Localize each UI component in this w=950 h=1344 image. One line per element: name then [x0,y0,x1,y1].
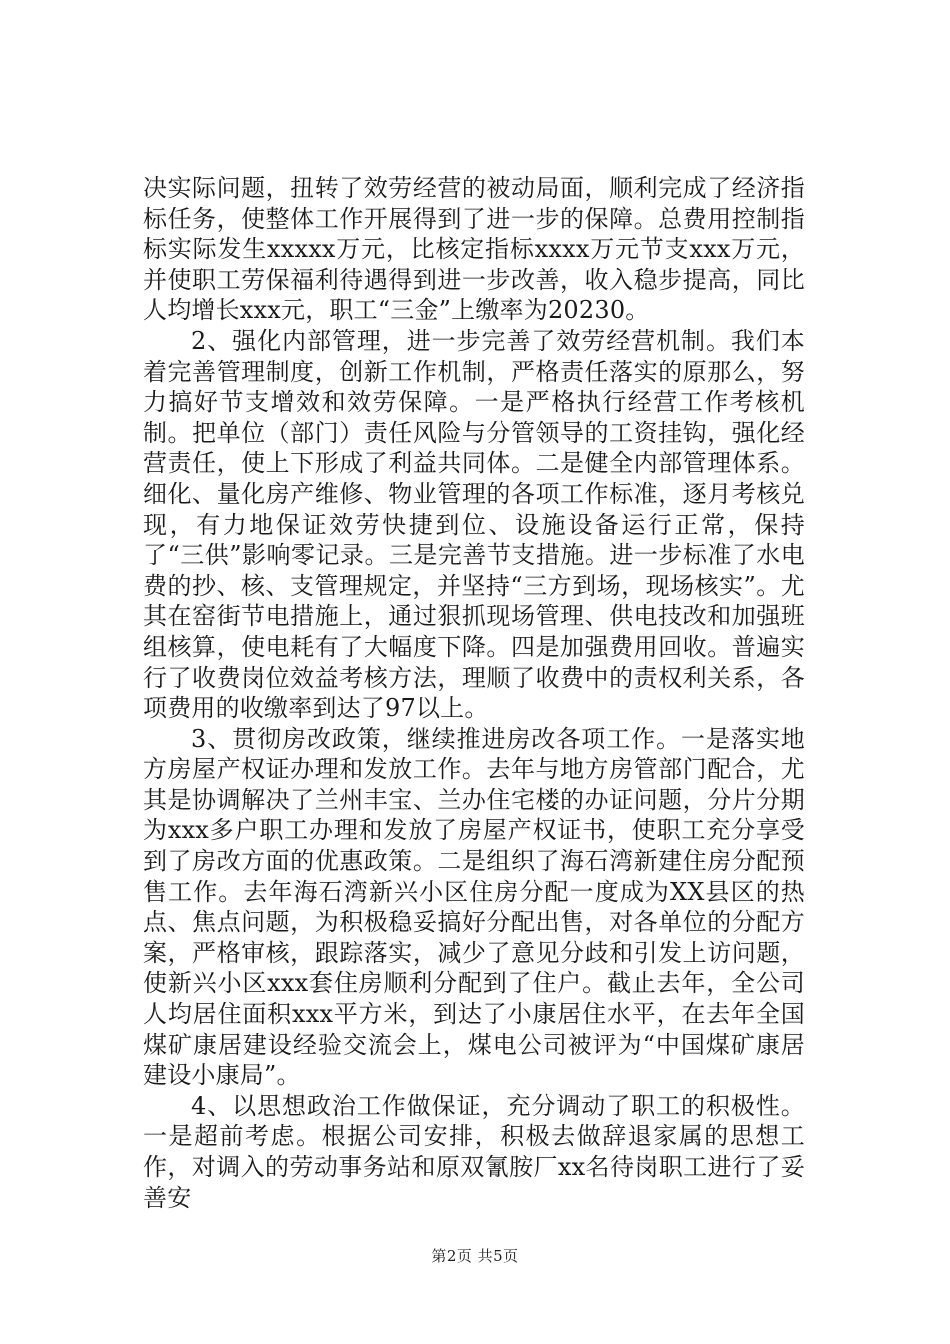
paragraph-item-4: 4、以思想政治工作做保证，充分调动了职工的积极性。一是超前考虑。根据公司安排，积极去做辞退家属的思想工作，对调入的劳动事务站和原双氰胺厂xx名待岗职工进行了妥善安 [143,1091,805,1212]
page-number-footer: 第2页 共5页 [431,1247,519,1265]
document-body [143,173,805,1213]
paragraph-continuation: 决实际问题，扭转了效劳经营的被动局面，顺利完成了经济指标任务，使整体工作开展得到了进一步的保障。总费用控制指标实际发生xxxxx万元，比核定指标xxxx万元节支xxx万元，并使职工劳保福利待遇得到进一步改善，收入稳步提高，同比人均增长xxx元，职工“三金”上缴率为20230。 [143,174,805,325]
paragraph-item-2: 2、强化内部管理，进一步完善了效劳经营机制。我们本着完善管理制度，创新工作机制，严格责任落实的原那么，努力搞好节支增效和效劳保障。一是严格执行经营工作考核机制。把单位（部门）责任风险与分管领导的工资挂钩，强化经营责任，使上下形成了利益共同体。二是健全内部管理体系。细化、量化房产维修、物业管理的各项工作标准，逐月考核兑现，有力地保证效劳快捷到位、设施设备运行正常，保持了“三供”影响零记录。三是完善节支措施。进一步标准了水电费的抄、核、支管理规定，并坚持“三方到场，现场核实”。尤其在窑街节电措施上，通过狠抓现场管理、供电技改和加强班组核算，使电耗有了大幅度下降。四是加强费用回收。普遍实行了收费岗位效益考核方法，理顺了收费中的责权利关系，各项费用的收缴率到达了97以上。 [143,326,805,723]
paragraph-item-3: 3、贯彻房改政策，继续推进房改各项工作。一是落实地方房屋产权证办理和发放工作。去年与地方房管部门配合，尤其是协调解决了兰州丰宝、兰办住宅楼的办证问题，分片分期为xxx多户职工办理和发放了房屋产权证书，使职工充分享受到了房改方面的优惠政策。二是组织了海石湾新建住房分配预售工作。去年海石湾新兴小区住房分配一度成为XX县区的热点、焦点问题，为积极稳妥搞好分配出售，对各单位的分配方案，严格审核，跟踪落实，减少了意见分歧和引发上访问题，使新兴小区xxx套住房顺利分配到了住户。截止去年，全公司人均居住面积xxx平方米，到达了小康居住水平，在去年全国煤矿康居建设经验交流会上，煤电公司被评为“中国煤矿康居建设小康局”。 [143,724,805,1090]
